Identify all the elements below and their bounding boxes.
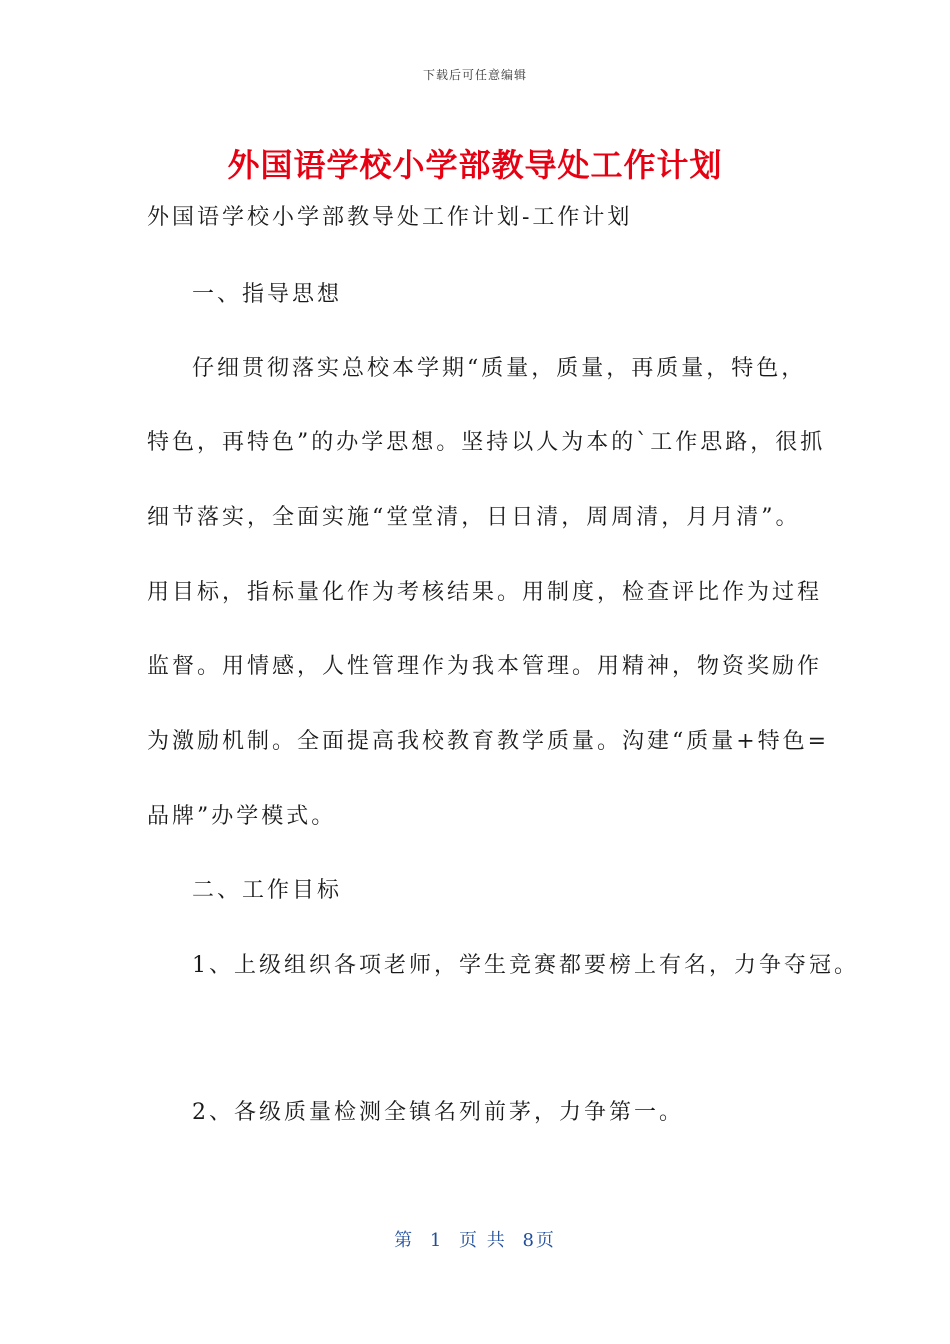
page-footer [0,1226,950,1252]
paragraph-line: 监督。用情感，人性管理作为我本管理。用精神，物资奖励作 [147,654,823,679]
paragraph-line: 仔细贯彻落实总校本学期“质量，质量，再质量，特色， [192,356,807,381]
footer-total-pages: 8页 [522,1230,556,1251]
section-heading-guiding-thought: 一、指导思想 [192,282,343,307]
paragraph-line: 为激励机制。全面提高我校教育教学质量。沟建“质量+特色= [147,729,830,754]
paragraph-line: 细节落实，全面实施“堂堂清，日日清，周周清，月月清”。 [147,505,801,530]
paragraph-line: 用目标，指标量化作为考核结果。用制度，检查评比作为过程 [147,580,823,605]
footer-current-page: 1 [429,1230,444,1251]
paragraph-line: 特色，再特色”的办学思想。坚持以人为本的`工作思路，很抓 [147,430,826,455]
document-title: 外国语学校小学部教导处工作计划 [227,146,723,184]
footer-prefix: 第 [394,1230,415,1251]
goal-item-1: 1、上级组织各项老师，学生竞赛都要榜上有名，力争夺冠。 [192,953,859,978]
document-subtitle: 外国语学校小学部教导处工作计划-工作计划 [147,205,633,230]
footer-mid: 页 共 [459,1230,507,1251]
section-heading-work-goals: 二、工作目标 [192,878,343,903]
goal-item-2: 2、各级质量检测全镇名列前茅，力争第一。 [192,1100,684,1125]
paragraph-line: 品牌”办学模式。 [147,804,337,829]
header-note: 下载后可任意编辑 [422,68,527,82]
